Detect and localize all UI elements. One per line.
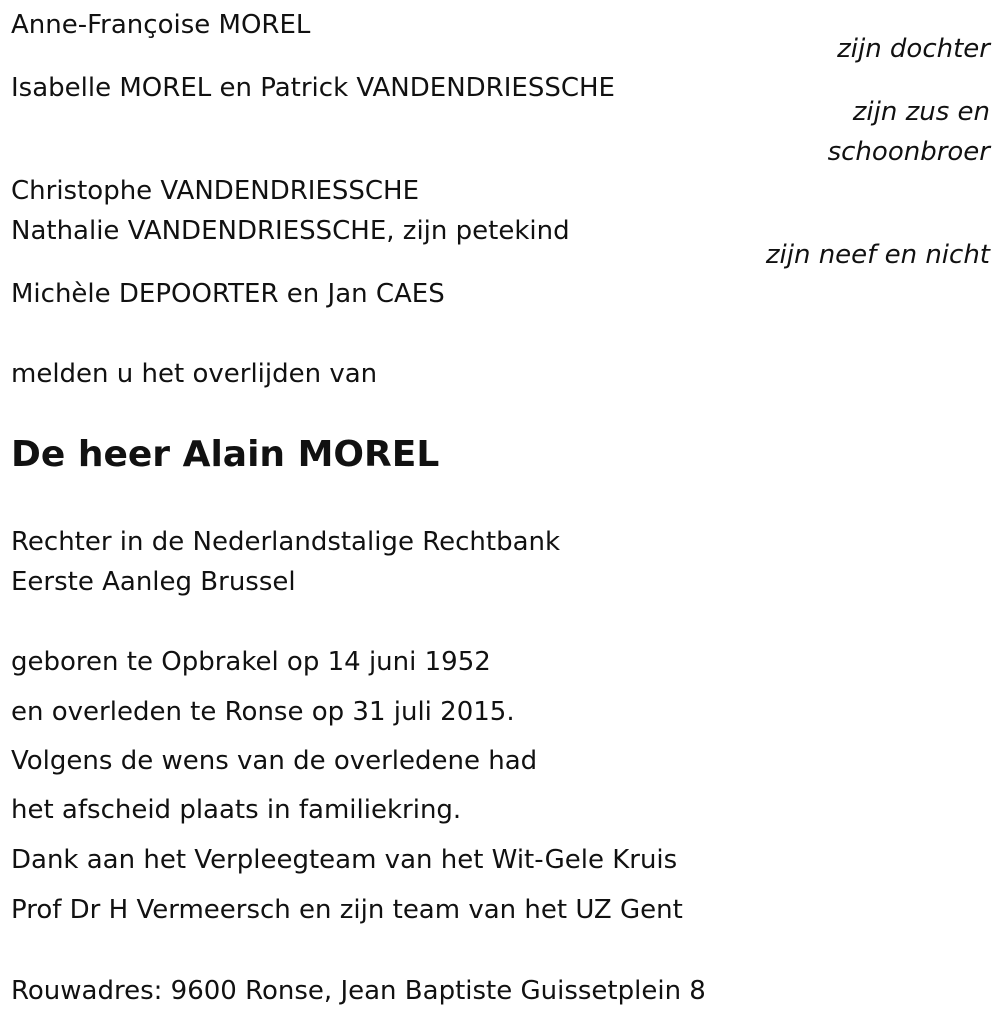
birth-info: geboren te Opbrakel op 14 juni 1952: [11, 647, 491, 677]
mourning-address: Rouwadres: 9600 Ronse, Jean Baptiste Guissetplein 8: [11, 976, 706, 1006]
other-relatives: Michèle DEPOORTER en Jan CAES: [11, 279, 445, 309]
thanks-line1: Dank aan het Verpleegteam van het Wit-Gele Kruis: [11, 845, 678, 875]
announcement-intro: melden u het overlijden van: [11, 359, 378, 389]
deceased-name: De heer Alain MOREL: [11, 434, 440, 475]
nephew-name: Christophe VANDENDRIESSCHE: [11, 176, 420, 206]
wish-line1: Volgens de wens van de overledene had: [11, 746, 538, 776]
niece-name: Nathalie VANDENDRIESSCHE, zijn petekind: [11, 216, 570, 246]
deceased-title-line1: Rechter in de Nederlandstalige Rechtbank: [11, 527, 561, 557]
death-info: en overleden te Ronse op 31 juli 2015.: [11, 697, 515, 727]
sister-names: Isabelle MOREL en Patrick VANDENDRIESSCHE: [11, 73, 615, 103]
sister-relation-line1: zijn zus en: [852, 97, 990, 127]
thanks-line2: Prof Dr H Vermeersch en zijn team van het UZ Gent: [11, 895, 683, 925]
nephew-niece-relation: zijn neef en nicht: [765, 240, 990, 270]
wish-line2: het afscheid plaats in familiekring.: [11, 795, 462, 825]
sister-relation-line2: schoonbroer: [827, 137, 990, 167]
daughter-relation: zijn dochter: [837, 34, 990, 64]
deceased-title-line2: Eerste Aanleg Brussel: [11, 567, 296, 597]
daughter-name: Anne-Françoise MOREL: [11, 10, 311, 40]
